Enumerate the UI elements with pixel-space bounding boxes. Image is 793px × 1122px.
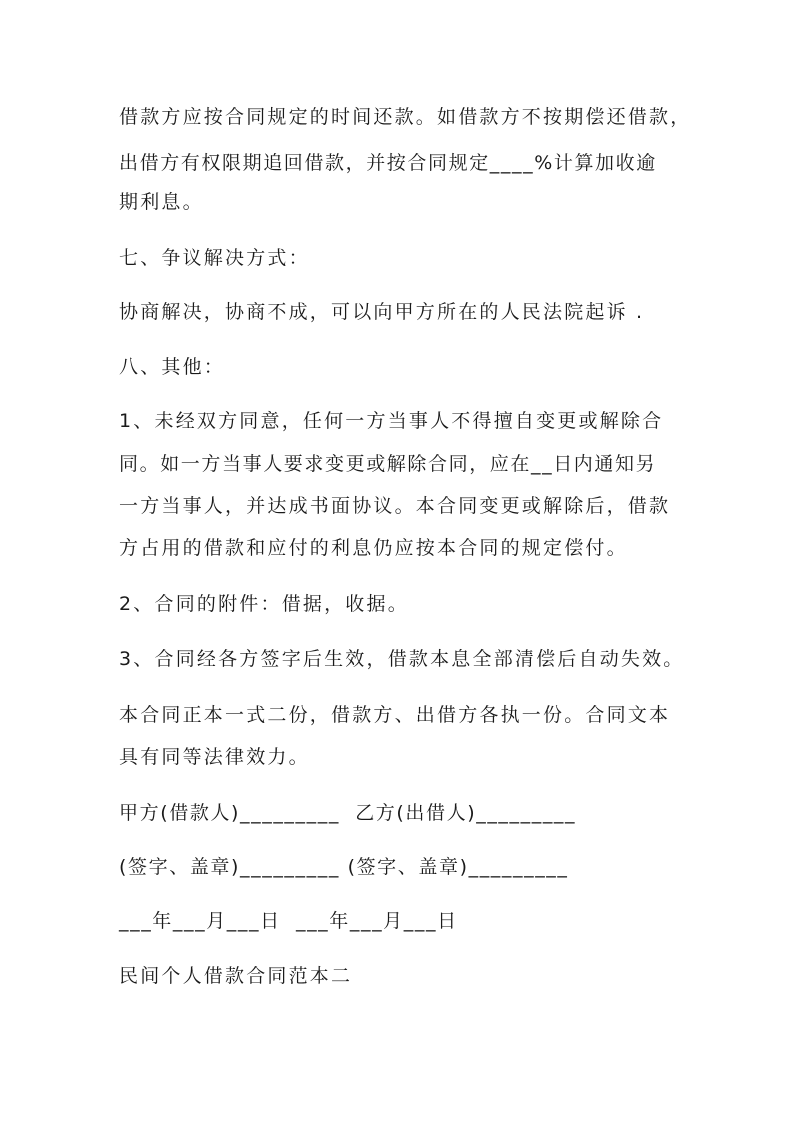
list-item-line: 1、未经双方同意，任何一方当事人不得擅自变更或解除合 bbox=[119, 410, 664, 432]
paragraph-line: 协商解决，协商不成，可以向甲方所在的人民法院起诉 . bbox=[119, 301, 645, 323]
document-subtitle: 民间个人借款合同范本二 bbox=[119, 965, 353, 987]
paragraph-line: 出借方有权限期追回借款，并按合同规定____%计算加收逾 bbox=[119, 152, 657, 174]
list-item-line: 2、合同的附件：借据，收据。 bbox=[119, 593, 409, 615]
section-heading: 八、其他： bbox=[119, 356, 226, 378]
paragraph-line: 本合同正本一式二份，借款方、出借方各执一份。合同文本 bbox=[119, 704, 671, 726]
list-item-line: 方占用的借款和应付的利息仍应按本合同的规定偿付。 bbox=[119, 537, 628, 559]
signature-party-line: 甲方(借款人)_________ 乙方(出借人)_________ bbox=[119, 802, 577, 824]
list-item-line: 同。如一方当事人要求变更或解除合同，应在__日内通知另 bbox=[119, 453, 657, 475]
signature-seal-line: (签字、盖章)_________ (签字、盖章)_________ bbox=[119, 856, 569, 878]
section-heading: 七、争议解决方式： bbox=[119, 247, 310, 269]
list-item-line: 一方当事人，并达成书面协议。本合同变更或解除后，借款 bbox=[119, 495, 671, 517]
paragraph-line: 具有同等法律效力。 bbox=[119, 746, 310, 768]
paragraph-line: 期利息。 bbox=[119, 191, 204, 213]
signature-date-line: ___年___月___日 ___年___月___日 bbox=[119, 910, 458, 932]
list-item-line: 3、合同经各方签字后生效，借款本息全部清偿后自动失效。 bbox=[119, 648, 685, 670]
paragraph-line: 借款方应按合同规定的时间还款。如借款方不按期偿还借款， bbox=[119, 106, 692, 128]
